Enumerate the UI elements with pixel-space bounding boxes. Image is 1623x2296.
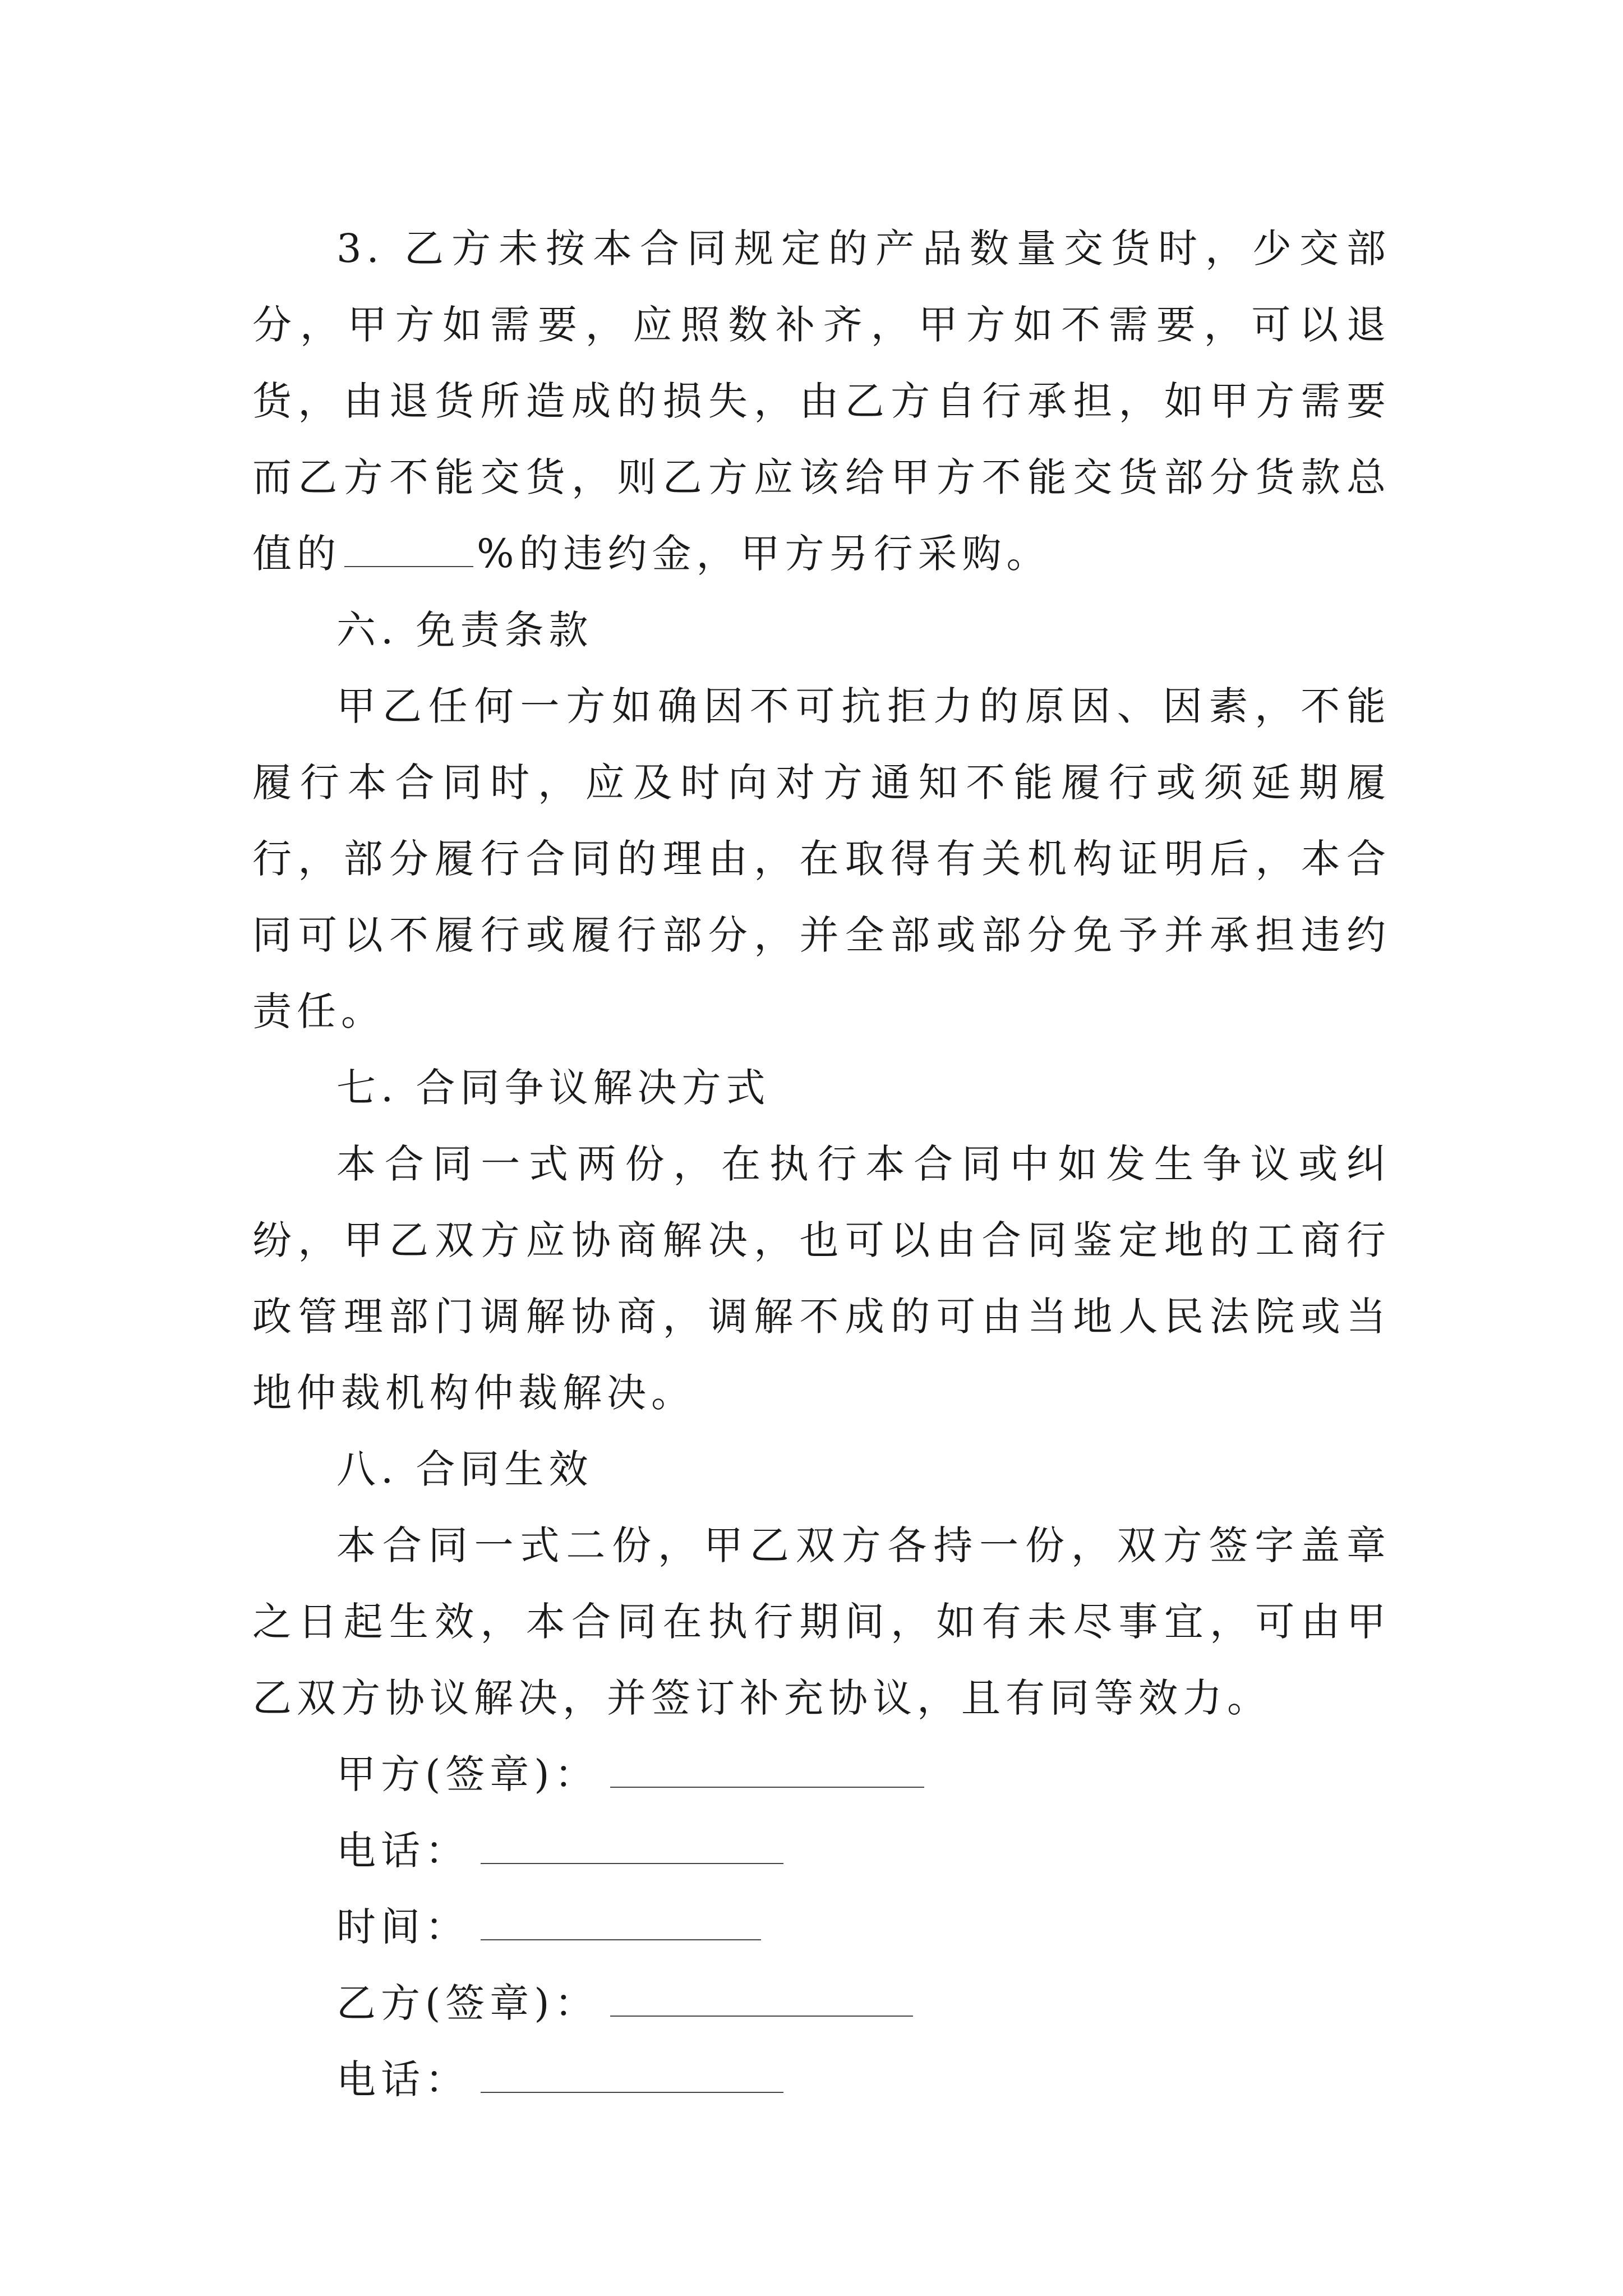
section-6-heading: 六. 免责条款 [336,607,593,653]
party-a-signature-line [252,1736,1391,1812]
party-b-phone-label: 电话： [336,2056,469,2102]
date-blank [481,1906,761,1940]
party-b-signature-line [252,1965,1391,2041]
party-a-signature-label: 甲方(签章)： [336,1751,599,1797]
date-line [252,1889,1391,1965]
party-a-phone-blank [481,1829,783,1864]
clause-3-text-before: 3. 乙方未按本合同规定的产品数量交货时，少交部分，甲方如需要，应照数补齐，甲方如不需要，可以退货，由退货所造成的损失，由乙方自行承担，如甲方需要而乙方不能交货，则乙方应该给甲方不能交货部分货款总值的 [252,226,1391,577]
party-b-signature-label: 乙方(签章)： [336,1980,599,2026]
section-8-paragraph: 本合同一式二份，甲乙双方各持一份，双方签字盖章之日起生效，本合同在执行期间，如有未尽事宜，可由甲乙双方协议解决，并签订补充协议，且有同等效力。 [252,1522,1391,1721]
penalty-percent-blank [344,532,473,567]
clause-3-text-after: %的违约金，甲方另行采购。 [477,531,1051,577]
party-b-phone-line [252,2041,1391,2118]
section-7-paragraph: 本合同一式两份，在执行本合同中如发生争议或纠纷，甲乙双方应协商解决，也可以由合同鉴定地的工商行政管理部门调解协商，调解不成的可由当地人民法院或当地仲裁机构仲裁解决。 [252,1141,1391,1416]
date-label: 时间： [336,1904,469,1950]
section-8-heading: 八. 合同生效 [336,1446,593,1492]
party-b-signature-blank [610,1982,913,2017]
party-b-phone-blank [481,2058,783,2093]
section-6-paragraph: 甲乙任何一方如确因不可抗拒力的原因、因素，不能履行本合同时，应及时向对方通知不能履行或须延期履行，部分履行合同的理由，在取得有关机构证明后，本合同可以不履行或履行部分，并全部或部分免予并承担违约责任。 [252,683,1391,1034]
clause-3-paragraph [252,210,1391,592]
party-a-phone-line [252,1812,1391,1889]
party-a-phone-label: 电话： [336,1828,469,1874]
party-a-signature-blank [610,1753,924,1788]
section-7-heading: 七. 合同争议解决方式 [336,1065,771,1111]
document-body [252,210,1391,2118]
